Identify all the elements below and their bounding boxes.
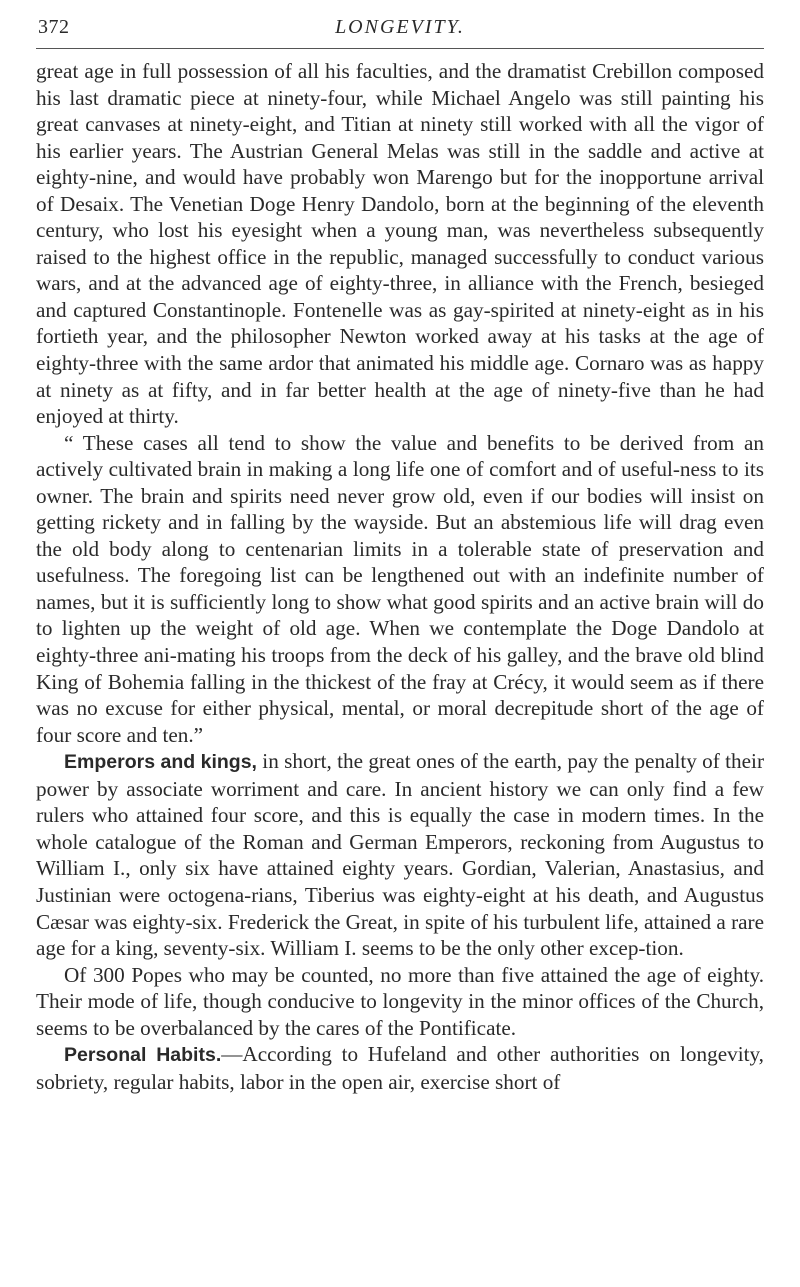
paragraph-continued xyxy=(36,58,764,430)
paragraph-text: “ These cases all tend to show the value and benefits to be derived from an actively cultivated brain in making a long life one of comfort and of useful-ness to its owner. The brain and spirits need never grow old, even if our bodies will insist on getting rickety and in falling by the wayside. But an abstemious life will drag even the old body along to centenarian limits in a tolerable state of preservation and usefulness. The foregoing list can be lengthened out with an indefinite number of names, but it is sufficiently long to show what good spirits and an active brain will do to lighten up the weight of old age. When we contemplate the Doge Dandolo at eighty-three ani-mating his troops from the deck of his galley, and the brave old blind King of Bohemia falling in the thickest of the fray at Crécy, it would seem as if there was no excuse for either physical, mental, or moral decrepitude short of the age of four score and ten.” xyxy=(36,430,764,747)
page-number: 372 xyxy=(38,16,70,38)
paragraph-quote xyxy=(36,430,764,749)
header-rule xyxy=(36,48,764,49)
paragraph-personal-habits xyxy=(36,1041,764,1095)
page-header xyxy=(36,16,764,50)
running-title: LONGEVITY. xyxy=(335,16,465,38)
body-text xyxy=(36,58,764,1095)
section-heading-emperors: Emperors and kings, xyxy=(64,751,257,774)
paragraph-text: great age in full possession of all his faculties, and the dramatist Crebillon composed his last dramatic piece at ninety-four, while Michael Angelo was still painting his great canvases at ninety-eight, and Titian at ninety still worked with all the vigor of his earlier years. The Austrian General Melas was still in the saddle and active at eighty-nine, and would have probably won Marengo but for the inopportune arrival of Desaix. The Venetian Doge Henry Dandolo, born at the beginning of the eleventh century, who lost his eyesight when a young man, was nevertheless subsequently raised to the highest office in the republic, managed successfully to conduct various wars, and at the advanced age of eighty-three, in alliance with the French, besieged and captured Constantinople. Fontenelle was as gay-spirited at ninety-eight as in his fortieth year, and the philosopher Newton worked away at his tasks at the age of eighty-three with the same ardor that animated his middle age. Cornaro was as happy at ninety as at fifty, and in far better health at the age of ninety-five than he had enjoyed at thirty. xyxy=(36,59,764,429)
paragraph-popes xyxy=(36,962,764,1042)
paragraph-emperors xyxy=(36,748,764,961)
book-page xyxy=(36,0,764,1287)
section-heading-personal-habits: Personal Habits. xyxy=(64,1044,222,1067)
paragraph-text: Of 300 Popes who may be counted, no more than five attained the age of eighty. Their mode of life, though conducive to longevity in the minor offices of the Church, seems to be overbalanced by the cares of the Pontificate. xyxy=(36,962,764,1040)
paragraph-text: —According to Hufeland and other authorities on longevity, sobriety, regular habits, labor in the open air, exercise short of xyxy=(36,1042,764,1094)
paragraph-text: in short, the great ones of the earth, pay the penalty of their power by associate worriment and care. In ancient history we can only find a few rulers who attained four score, and this is equally the case in modern times. In the whole catalogue of the Roman and German Emperors, reckoning from Augustus to William I., only six have attained eighty years. Gordian, Valerian, Anastasius, and Justinian were octogena-rians, Tiberius was eighty-eight at his death, and Augustus Cæsar was eighty-six. Frederick the Great, in spite of his turbulent life, attained a rare age for a king, seventy-six. William I. seems to be the only other excep-tion. xyxy=(36,749,764,961)
